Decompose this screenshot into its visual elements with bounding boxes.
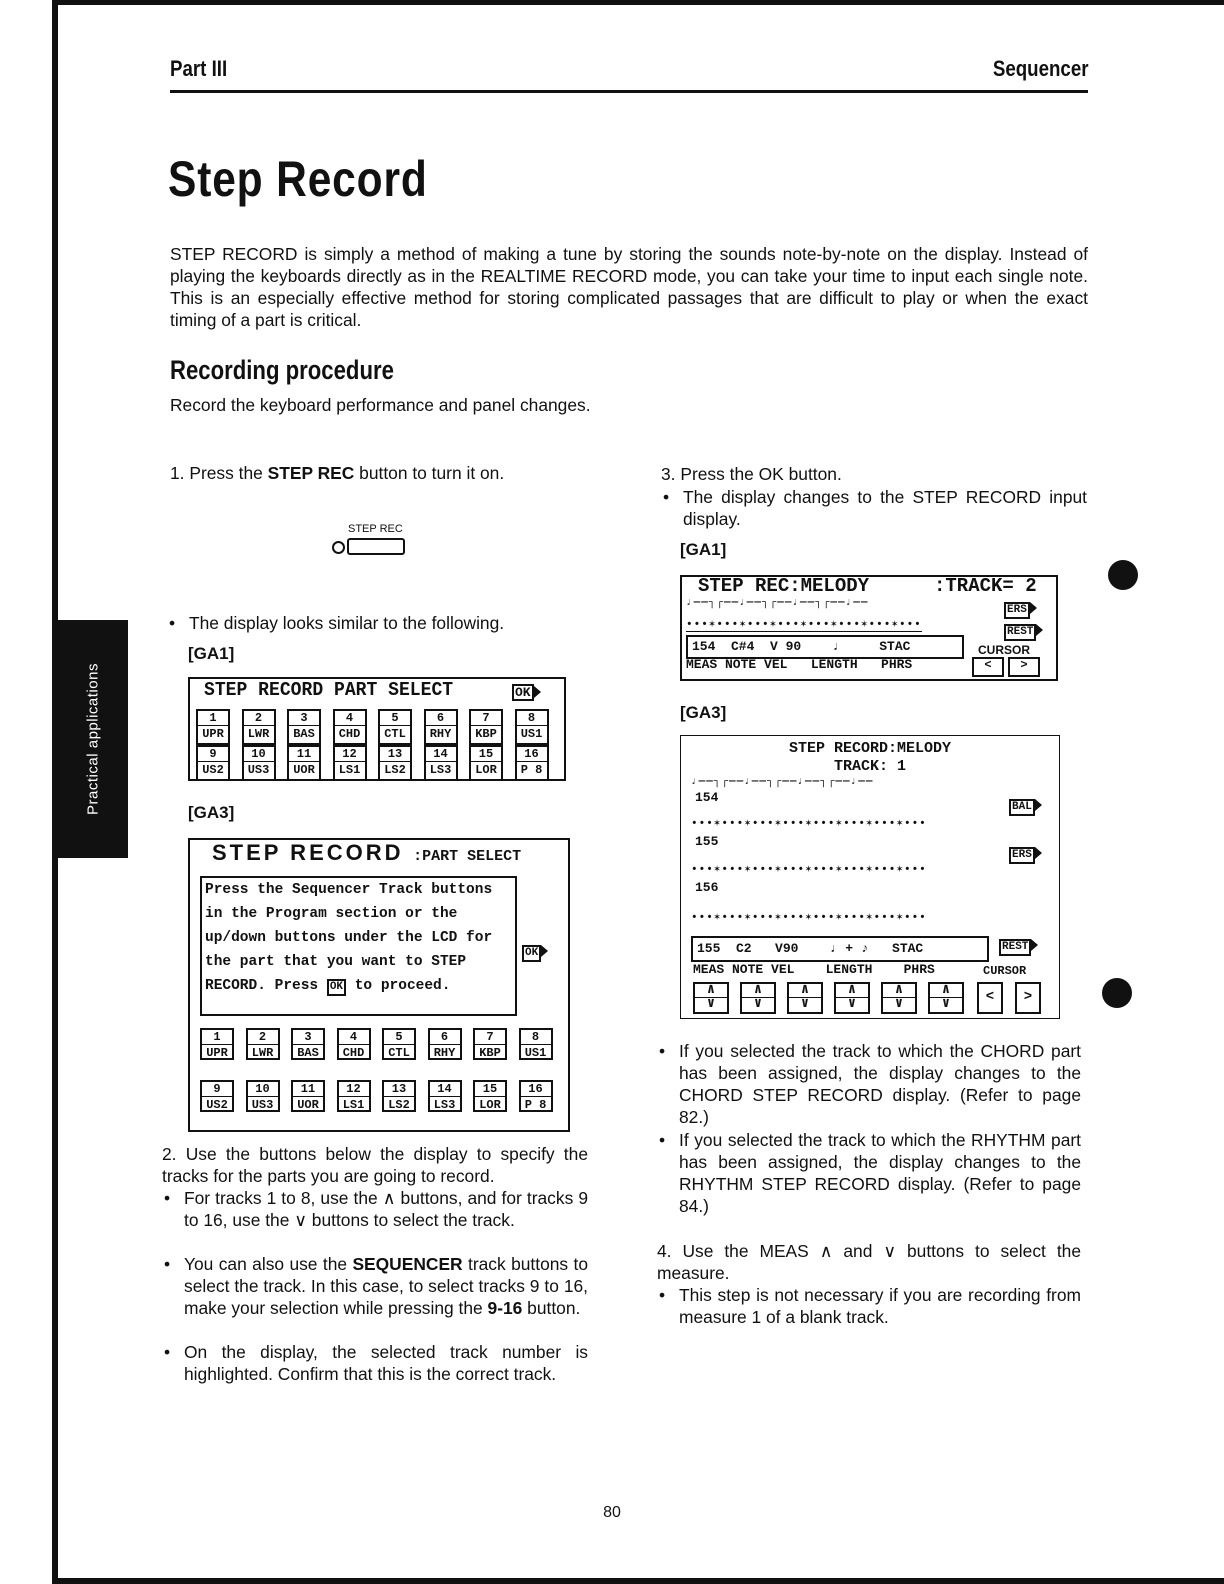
track-button-7[interactable]: [469, 709, 503, 745]
track-button-4[interactable]: [337, 1028, 371, 1060]
chevron-up-icon: ∧: [789, 984, 821, 998]
track-part-label: LS1: [342, 1098, 365, 1112]
arrow-right-icon: [1035, 847, 1042, 859]
step3-text: [661, 463, 842, 485]
ga3-beat-grid-3: •••✶•••✶•••✶•••✶•••✶•••✶•••✶•••: [691, 912, 927, 924]
ga3-updown-button-1[interactable]: [693, 982, 729, 1014]
ga3-msg-line: Press the Sequencer Track buttons: [205, 882, 493, 898]
step1-text: [170, 462, 504, 484]
step1-bold: STEP REC: [267, 463, 355, 483]
track-number: 12: [339, 1082, 369, 1097]
step2-bullet-2-c: button.: [522, 1298, 581, 1318]
header-section: Sequencer: [992, 56, 1088, 81]
page-edge-top: [52, 0, 1224, 5]
track-part-label: UOR: [293, 763, 315, 777]
step4-bullet-text: This step is not necessary if you are recording from measure 1 of a blank track.: [679, 1285, 1081, 1327]
ga3-msg-line: in the Program section or the: [205, 906, 458, 922]
step2-body: Use the buttons below the display to specify the tracks for the parts you are going to record.: [162, 1144, 588, 1186]
track-button-14[interactable]: [424, 745, 458, 781]
page-title: Step Record: [168, 151, 428, 207]
track-button-15[interactable]: [473, 1080, 507, 1112]
track-part-label: KBP: [479, 1046, 501, 1060]
step2-text: [162, 1143, 588, 1187]
track-part-label: US2: [202, 763, 224, 777]
track-number: 6: [426, 711, 456, 726]
track-part-label: CTL: [384, 727, 406, 741]
binder-hole-top: [1108, 560, 1138, 590]
track-part-label: US1: [524, 1046, 547, 1060]
ga1-input-track: :TRACK= 2: [934, 575, 1037, 597]
track-button-2[interactable]: [242, 709, 276, 745]
track-number: 3: [293, 1030, 323, 1045]
track-part-label: US2: [206, 1098, 228, 1112]
ga3-note-ruler: ♩——┐┌——♩——┐┌——♩——┐┌——♩——: [691, 776, 874, 788]
track-number: 12: [335, 747, 365, 762]
track-part-label: CHD: [338, 727, 361, 741]
step4-number: 4.: [657, 1241, 672, 1261]
step2-bullet-2-bold2: 9-16: [487, 1298, 523, 1318]
ga1-select-title: STEP RECORD PART SELECT: [204, 679, 454, 701]
track-part-label: KBP: [475, 727, 497, 741]
ga3-select-subtitle: :PART SELECT: [413, 848, 522, 865]
ga1-label-left: [GA1]: [188, 644, 235, 663]
arrow-right-icon: [541, 945, 548, 957]
track-number: 8: [517, 711, 547, 726]
arrow-right-icon: [1036, 624, 1043, 636]
chevron-down-icon: ∨: [847, 996, 857, 1012]
track-part-label: LS1: [338, 763, 361, 777]
ga3-msg-line: RECORD. Press: [205, 978, 319, 994]
step2-bullet-3: • On the display, the selected track number is highlighted. Confirm that this is the correct track.: [164, 1342, 588, 1384]
ga3-rest-button[interactable]: [999, 936, 1038, 956]
track-number: 6: [430, 1030, 460, 1045]
ga3-msg-line: up/down buttons under the LCD for: [205, 930, 493, 946]
track-number: 9: [198, 747, 228, 762]
step4-body: Use the MEAS ∧ and ∨ buttons to select the measure.: [657, 1241, 1081, 1283]
track-number: 4: [335, 711, 365, 726]
track-button-9[interactable]: [200, 1080, 234, 1112]
track-number: 8: [521, 1030, 551, 1045]
step1-pre: Press the: [189, 463, 268, 483]
track-part-label: RHY: [433, 1046, 456, 1060]
track-number: 16: [517, 747, 547, 762]
track-button-6[interactable]: [424, 709, 458, 745]
right-bullet-2: • If you selected the track to which the RHYTHM part has been assigned, the display changes to the RHYTHM STEP RECORD display. (Refer to page 84.): [659, 1130, 1081, 1216]
ga3-ers-button[interactable]: [1009, 844, 1042, 864]
intro-paragraph: STEP RECORD is simply a method of making a tune by storing the sounds note-by-note on the display. Instead of playing the keyboards directly as in the REALTIME RECORD mode, you can take your time to input each single note. This is an especially effective method for storing complicated passages that are difficult to play or when the exact timing of a part is critical.: [170, 244, 1088, 330]
track-part-label: P 8: [524, 1098, 547, 1112]
track-part-label: LS2: [384, 763, 406, 777]
track-button-2[interactable]: [246, 1028, 280, 1060]
arrow-right-icon: [1035, 799, 1042, 811]
track-button-5[interactable]: [382, 1028, 416, 1060]
ga1-part-select-display: [188, 677, 566, 781]
step2-bullet-3-text: On the display, the selected track number is highlighted. Confirm that this is the correct track.: [184, 1342, 588, 1384]
page-edge-bottom: [52, 1578, 1224, 1584]
step3-body: Press the OK button.: [680, 464, 842, 484]
ga1-note-ruler: ♩——┐┌——♩——┐┌——♩——┐┌——♩——: [686, 597, 869, 609]
track-button-13[interactable]: [382, 1080, 416, 1112]
track-button-10[interactable]: [242, 745, 276, 781]
step2-bullet-1: • For tracks 1 to 8, use the ∧ buttons, and for tracks 9 to 16, use the ∨ buttons to select the track.: [164, 1188, 588, 1230]
track-number: 15: [471, 747, 501, 762]
track-button-12[interactable]: [333, 745, 367, 781]
arrow-right-icon: [1030, 602, 1037, 614]
step1-bullet: • The display looks similar to the following.: [169, 613, 505, 633]
section-heading: Recording procedure: [170, 355, 394, 385]
track-number: 5: [384, 1030, 414, 1045]
ga3-note-values: 155 C2 V90 ♩ + ♪ STAC: [691, 936, 989, 962]
track-number: 7: [471, 711, 501, 726]
track-button-12[interactable]: [337, 1080, 371, 1112]
step2-bullet-1-text: For tracks 1 to 8, use the ∧ buttons, and for tracks 9 to 16, use the ∨ buttons to select the track.: [184, 1188, 588, 1230]
ga1-field-labels: MEAS NOTE VEL LENGTH PHRS: [686, 657, 913, 672]
ers-label: ERS: [1009, 847, 1035, 864]
track-button-1[interactable]: [200, 1028, 234, 1060]
track-button-8[interactable]: [515, 709, 549, 745]
ga3-cursor-right-button[interactable]: >: [1015, 982, 1041, 1014]
track-number: 16: [521, 1082, 551, 1097]
track-number: 10: [244, 747, 274, 762]
track-button-13[interactable]: [378, 745, 412, 781]
track-number: 7: [475, 1030, 505, 1045]
track-number: 15: [475, 1082, 505, 1097]
ga3-beat-grid-1: •••✶•••✶•••✶•••✶•••✶•••✶•••✶•••: [691, 818, 927, 830]
ga3-ok-button[interactable]: [522, 942, 548, 962]
ga3-msg-line: the part that you want to STEP: [205, 954, 467, 970]
side-tab: [58, 620, 128, 858]
track-button-16[interactable]: [515, 745, 549, 781]
track-number: 10: [248, 1082, 278, 1097]
ga3-updown-button-5[interactable]: [881, 982, 917, 1014]
ga3-input-track: TRACK: 1: [833, 758, 906, 775]
ga3-select-title: STEP RECORD: [212, 840, 404, 865]
ga3-cursor-left-button[interactable]: <: [977, 982, 1003, 1014]
rest-label: REST: [1004, 624, 1036, 641]
track-number: 14: [426, 747, 456, 762]
track-button-11[interactable]: [287, 745, 321, 781]
ga3-updown-button-2[interactable]: [740, 982, 776, 1014]
chevron-up-icon: ∧: [695, 984, 727, 998]
ga3-beat-grid-2: •••✶•••✶•••✶•••✶•••✶•••✶•••✶•••: [691, 864, 927, 876]
side-tab-label: Practical applications: [84, 663, 102, 815]
track-button-4[interactable]: [333, 709, 367, 745]
ga3-part-select-display: [188, 838, 570, 1132]
chevron-up-icon: ∧: [883, 984, 915, 998]
ga1-ok-label: OK: [512, 684, 534, 701]
right-bullet-2-text: If you selected the track to which the RHYTHM part has been assigned, the display changes to the RHYTHM STEP RECORD display. (Refer to page 84.): [679, 1130, 1081, 1216]
ga1-beat-grid: •••✶•••✶•••✶•••✶•••✶•••✶•••✶•••: [686, 619, 922, 631]
track-number: 9: [202, 1082, 232, 1097]
step3-bullet-text: The display changes to the STEP RECORD input display.: [683, 487, 1087, 529]
track-number: 14: [430, 1082, 460, 1097]
track-part-label: LS3: [429, 763, 452, 777]
ga3-updown-button-3[interactable]: [787, 982, 823, 1014]
ga1-step-record-display: [680, 575, 1058, 681]
ga3-measure-154: 154: [695, 790, 719, 805]
track-button-11[interactable]: [291, 1080, 325, 1112]
step2-bullet-2-bold: SEQUENCER: [352, 1254, 463, 1274]
track-button-9[interactable]: [196, 745, 230, 781]
procedure-lead: Record the keyboard performance and panel changes.: [170, 395, 591, 415]
chevron-up-icon: ∧: [742, 984, 774, 998]
ga1-cursor-right-button[interactable]: >: [1008, 657, 1040, 677]
ga3-label-left: [GA3]: [188, 803, 235, 822]
track-part-label: LS3: [433, 1098, 456, 1112]
running-header: [170, 50, 1088, 93]
chevron-up-icon: ∧: [836, 984, 868, 998]
step3-number: 3.: [661, 464, 676, 484]
track-part-label: RHY: [429, 727, 452, 741]
track-number: 11: [293, 1082, 323, 1097]
step1-bullet-text: The display looks similar to the following.: [189, 613, 505, 633]
right-bullet-1: • If you selected the track to which the CHORD part has been assigned, the display changes to the CHORD STEP RECORD display. (Refer to page 82.): [659, 1041, 1081, 1127]
ga3-updown-button-4[interactable]: [834, 982, 870, 1014]
step1-number: 1.: [170, 463, 185, 483]
page-number: 80: [603, 1504, 621, 1521]
track-number: 1: [198, 711, 228, 726]
track-button-5[interactable]: [378, 709, 412, 745]
track-button-15[interactable]: [469, 745, 503, 781]
ok-icon: OK: [327, 979, 346, 996]
header-part: Part III: [170, 56, 228, 81]
chevron-down-icon: ∨: [706, 996, 716, 1012]
track-part-label: UPR: [206, 1046, 228, 1060]
rest-label: REST: [999, 939, 1031, 956]
track-number: 11: [289, 747, 319, 762]
ga3-bal-button[interactable]: [1009, 796, 1042, 816]
ga1-label-right: [GA1]: [680, 540, 727, 559]
chevron-down-icon: ∨: [894, 996, 904, 1012]
track-number: 4: [339, 1030, 369, 1045]
ga1-cursor-left-button[interactable]: <: [972, 657, 1004, 677]
ga3-measure-155: 155: [695, 834, 719, 849]
track-part-label: BAS: [297, 1046, 319, 1060]
chevron-down-icon: ∨: [800, 996, 810, 1012]
step4-text: [657, 1240, 1081, 1284]
chevron-up-icon: ∧: [930, 984, 962, 998]
step-rec-button-label: STEP REC: [348, 523, 403, 535]
track-button-3[interactable]: [287, 709, 321, 745]
step2-bullet-2-a: You can also use the: [184, 1254, 353, 1274]
track-number: 1: [202, 1030, 232, 1045]
track-part-label: UPR: [202, 727, 224, 741]
track-number: 5: [380, 711, 410, 726]
step4-bullet: • This step is not necessary if you are recording from measure 1 of a blank track.: [659, 1285, 1081, 1327]
track-part-label: UOR: [297, 1098, 319, 1112]
ga3-ok-label: OK: [522, 945, 541, 962]
track-number: 2: [248, 1030, 278, 1045]
arrow-right-icon: [1031, 939, 1038, 951]
track-button-1[interactable]: [196, 709, 230, 745]
track-part-label: LOR: [475, 763, 497, 777]
chevron-down-icon: ∨: [941, 996, 951, 1012]
ga1-ok-button[interactable]: [512, 683, 541, 701]
track-button-10[interactable]: [246, 1080, 280, 1112]
ga3-input-title: STEP RECORD:MELODY: [788, 740, 952, 757]
track-part-label: P 8: [520, 763, 543, 777]
track-button-8[interactable]: [519, 1028, 553, 1060]
track-number: 13: [380, 747, 410, 762]
step2-bullet-2-b: track buttons to select the track. In this case, to select tracks 9 to 16, make your selection while pressing the: [184, 1254, 588, 1318]
step3-bullet: • The display changes to the STEP RECORD input display.: [663, 487, 1087, 529]
binder-hole-bottom: [1102, 978, 1132, 1008]
ga3-msg-line: to proceed.: [354, 978, 451, 994]
ga3-updown-button-6[interactable]: [928, 982, 964, 1014]
ga1-rest-button[interactable]: [1004, 621, 1043, 641]
track-button-14[interactable]: [428, 1080, 462, 1112]
track-part-label: LS2: [388, 1098, 410, 1112]
track-part-label: LWR: [251, 1046, 274, 1060]
bal-label: BAL: [1009, 799, 1035, 816]
step2-number: 2.: [162, 1144, 177, 1164]
track-part-label: LWR: [247, 727, 270, 741]
track-part-label: CTL: [388, 1046, 410, 1060]
track-button-7[interactable]: [473, 1028, 507, 1060]
ga3-message-box: [200, 876, 517, 1016]
ga3-cursor-label: CURSOR: [983, 964, 1027, 978]
track-button-3[interactable]: [291, 1028, 325, 1060]
step-rec-led-icon: [332, 541, 345, 554]
track-part-label: CHD: [342, 1046, 365, 1060]
step-rec-button[interactable]: [347, 538, 405, 555]
track-part-label: US3: [247, 763, 270, 777]
ga3-step-record-display: [680, 735, 1060, 1019]
track-button-6[interactable]: [428, 1028, 462, 1060]
track-part-label: BAS: [293, 727, 315, 741]
track-part-label: LOR: [479, 1098, 501, 1112]
step1-post: button to turn it on.: [354, 463, 505, 483]
ga1-ers-button[interactable]: [1004, 599, 1037, 619]
ga3-field-labels: MEAS NOTE VEL LENGTH PHRS: [693, 962, 935, 977]
step2-bullet-2: • You can also use the SEQUENCER track buttons to select the track. In this case, to select tracks 9 to 16, make your selection while pressing the 9-16 button.: [164, 1254, 588, 1318]
ga3-measure-156: 156: [695, 880, 719, 895]
ga3-label-right: [GA3]: [680, 703, 727, 722]
track-part-label: US1: [520, 727, 543, 741]
track-number: 3: [289, 711, 319, 726]
track-number: 13: [384, 1082, 414, 1097]
ga1-note-values: 154 C#4 V 90 ♩ STAC: [686, 635, 964, 659]
arrow-right-icon: [534, 686, 541, 698]
track-number: 2: [244, 711, 274, 726]
ga1-cursor-label: CURSOR: [978, 643, 1031, 657]
right-bullet-1-text: If you selected the track to which the CHORD part has been assigned, the display changes to the CHORD STEP RECORD display. (Refer to page 82.): [679, 1041, 1081, 1127]
track-part-label: US3: [251, 1098, 274, 1112]
ga1-input-title: STEP REC:MELODY: [698, 575, 870, 597]
ers-label: ERS: [1004, 602, 1030, 619]
track-button-16[interactable]: [519, 1080, 553, 1112]
chevron-down-icon: ∨: [753, 996, 763, 1012]
